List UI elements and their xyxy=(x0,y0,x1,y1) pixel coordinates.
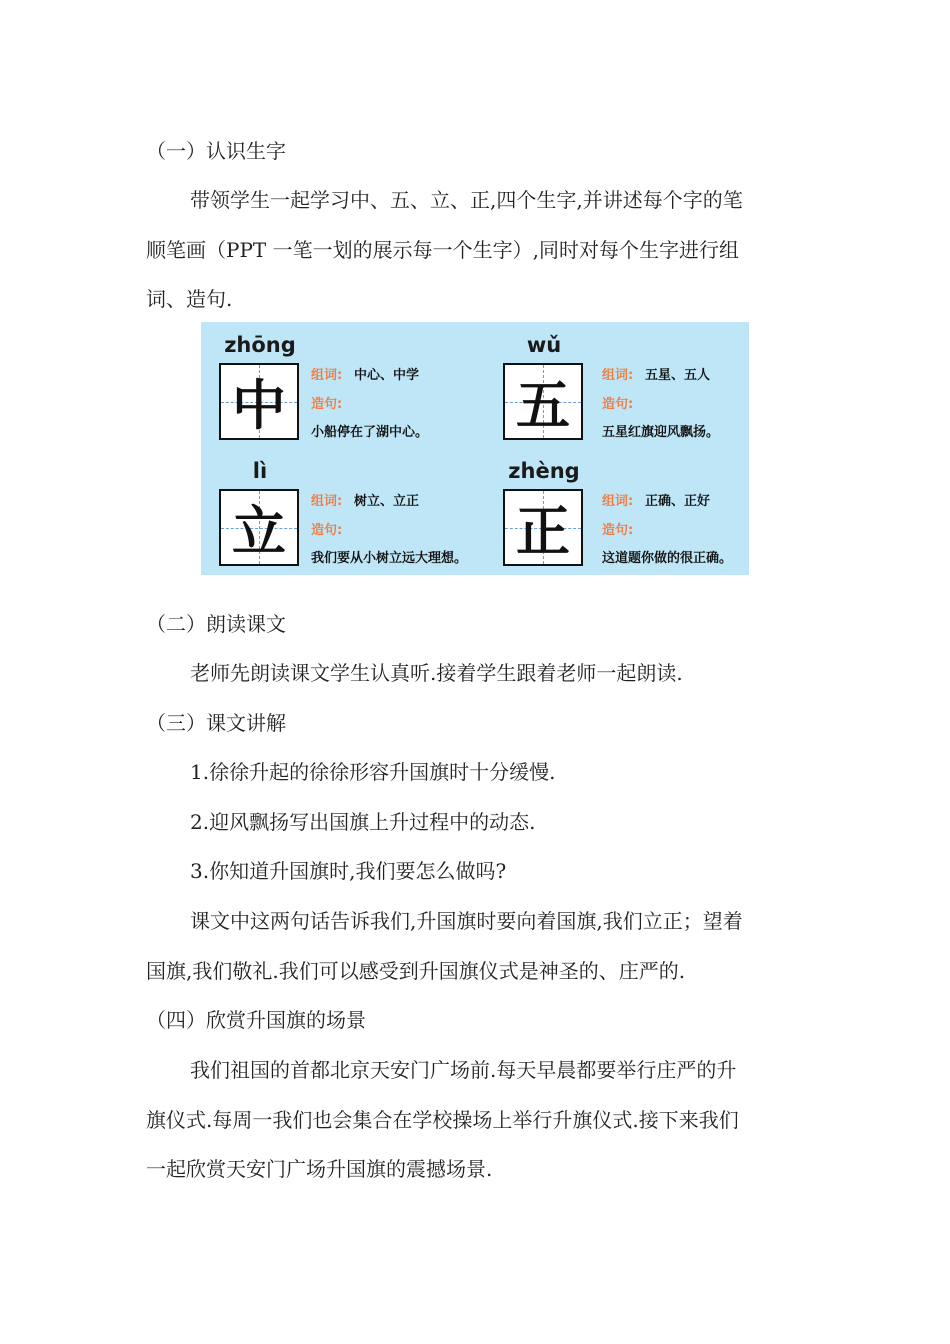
pinyin-label: zhōng xyxy=(224,333,296,357)
words-label: 组词: xyxy=(311,494,343,509)
words-label: 组词: xyxy=(602,494,634,509)
sentence-value: 我们要从小树立远大理想。 xyxy=(311,551,468,566)
sentence-value: 小船停在了湖中心。 xyxy=(311,425,429,440)
sentence-value: 这道题你做的很正确。 xyxy=(602,551,733,566)
pinyin-label: wǔ xyxy=(526,333,562,357)
sentence-label: 造句: xyxy=(311,523,343,538)
paragraph-line: 词、造句. xyxy=(146,287,233,311)
character-grid xyxy=(503,489,583,566)
character-card xyxy=(201,322,749,575)
pinyin-label: zhèng xyxy=(508,459,580,483)
character-grid xyxy=(219,363,299,440)
character: 五 xyxy=(516,374,570,437)
character: 立 xyxy=(232,500,286,563)
words-label: 组词: xyxy=(311,368,343,383)
sentence-label: 造句: xyxy=(311,397,343,412)
paragraph-line: 旗仪式.每周一我们也会集合在学校操场上举行升旗仪式.接下来我们 xyxy=(146,1108,739,1132)
sentence-label: 造句: xyxy=(602,523,634,538)
words-value: 中心、中学 xyxy=(354,368,420,383)
character-grid xyxy=(503,363,583,440)
character-grid xyxy=(219,489,299,566)
section-heading-4: （四）欣赏升国旗的场景 xyxy=(146,1008,366,1032)
paragraph-line: 国旗,我们敬礼.我们可以感受到升国旗仪式是神圣的、庄严的. xyxy=(146,959,686,983)
sentence-label: 造句: xyxy=(602,397,634,412)
words-label: 组词: xyxy=(602,368,634,383)
section-heading-2: （二）朗读课文 xyxy=(146,612,286,636)
paragraph-line: 一起欣赏天安门广场升国旗的震撼场景. xyxy=(146,1157,493,1181)
pinyin-label: lì xyxy=(252,459,268,483)
paragraph-line: 顺笔画（PPT 一笔一划的展示每一个生字）,同时对每个生字进行组 xyxy=(146,238,739,262)
section-heading-1: （一）认识生字 xyxy=(146,139,286,163)
words-value: 树立、立正 xyxy=(354,494,420,509)
paragraph-line: 课文中这两句话告诉我们,升国旗时要向着国旗,我们立正；望着 xyxy=(190,909,743,933)
paragraph-line: 老师先朗读课文学生认真听.接着学生跟着老师一起朗读. xyxy=(190,661,683,685)
sentence-value: 五星红旗迎风飘扬。 xyxy=(602,425,720,440)
paragraph-line: 我们祖国的首都北京天安门广场前.每天早晨都要举行庄严的升 xyxy=(190,1058,737,1082)
paragraph-line: 带领学生一起学习中、五、立、正,四个生字,并讲述每个字的笔 xyxy=(190,188,743,212)
character: 正 xyxy=(516,500,570,563)
list-item: 1.徐徐升起的徐徐形容升国旗时十分缓慢. xyxy=(190,760,556,784)
list-item: 3.你知道升国旗时,我们要怎么做吗? xyxy=(190,859,507,883)
list-item: 2.迎风飘扬写出国旗上升过程中的动态. xyxy=(190,810,536,834)
words-value: 五星、五人 xyxy=(645,368,711,383)
section-heading-3: （三）课文讲解 xyxy=(146,711,286,735)
words-value: 正确、正好 xyxy=(645,494,711,509)
character: 中 xyxy=(232,374,286,437)
